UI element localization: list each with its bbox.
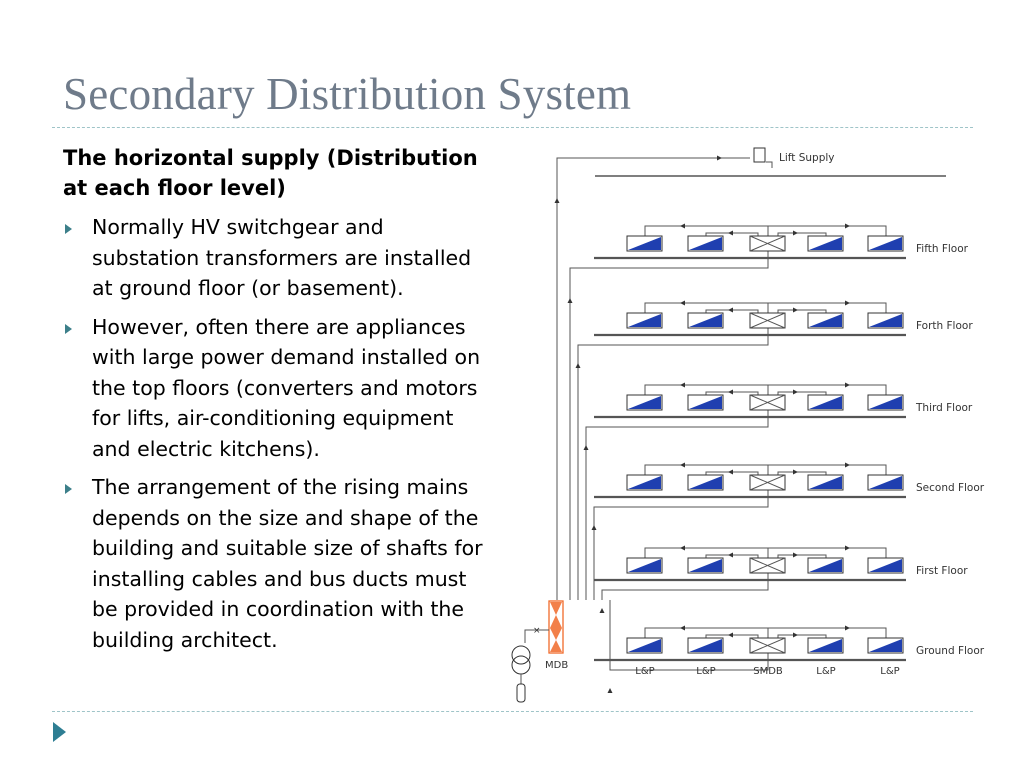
flow-arrow-icon: [717, 156, 722, 161]
flow-arrow-icon: [728, 553, 733, 558]
flow-arrow-icon: [608, 688, 613, 693]
flow-arrow-icon: [680, 301, 685, 306]
floor-riser: [594, 490, 768, 600]
right-branch: [768, 385, 886, 395]
hv-cable-icon: [517, 684, 525, 702]
flow-arrow-icon: [680, 463, 685, 468]
flow-arrow-icon: [568, 298, 573, 303]
panel-label: SMDB: [753, 666, 783, 677]
bullet-text: Normally HV switchgear and substation transformers are installed at ground floor (or basement).: [92, 215, 472, 300]
mdb-label: MDB: [545, 660, 569, 671]
right-branch: [768, 548, 886, 558]
transformer-icon: [512, 646, 530, 664]
flow-arrow-icon: [845, 383, 850, 388]
panel-label: L&P: [696, 666, 716, 677]
section-heading: The horizontal supply (Distribution at each floor level): [63, 146, 478, 200]
bullet-text: The arrangement of the rising mains depends on the size and shape of the building and suitable size of shafts for installing cables and bus ducts must be provided in coordination with the building architect.: [92, 475, 483, 652]
flow-arrow-icon: [584, 445, 589, 450]
floor-label: First Floor: [916, 565, 968, 577]
flow-arrow-icon: [728, 231, 733, 236]
floor-label: Second Floor: [916, 482, 985, 494]
flow-arrow-icon: [600, 608, 605, 613]
floor-label: Ground Floor: [916, 645, 985, 657]
floor-label: Third Floor: [916, 402, 973, 414]
panel-label: L&P: [635, 666, 655, 677]
lift-supply-label: Lift Supply: [779, 152, 835, 164]
right-branch: [768, 226, 886, 236]
flow-arrow-icon: [592, 525, 597, 530]
next-slide-icon[interactable]: [53, 722, 66, 742]
flow-arrow-icon: [576, 363, 581, 368]
flow-arrow-icon: [845, 301, 850, 306]
flow-arrow-icon: [680, 224, 685, 229]
right-branch: [768, 303, 886, 313]
flow-arrow-icon: [793, 633, 798, 638]
flow-arrow-icon: [728, 633, 733, 638]
floor-label: Forth Floor: [916, 320, 973, 332]
floor-riser: [578, 328, 768, 600]
flow-arrow-icon: [845, 224, 850, 229]
flow-arrow-icon: [793, 470, 798, 475]
panel-label: L&P: [880, 666, 900, 677]
flow-arrow-icon: [793, 231, 798, 236]
floor-riser: [586, 410, 768, 600]
floor-label: Fifth Floor: [916, 243, 968, 255]
lift-supply-box: [754, 148, 765, 162]
lift-supply-lead: [766, 162, 772, 168]
flow-arrow-icon: [680, 626, 685, 631]
flow-arrow-icon: [728, 470, 733, 475]
transformer-icon: [512, 656, 530, 674]
flow-arrow-icon: [680, 383, 685, 388]
right-branch: [768, 465, 886, 475]
flow-arrow-icon: [845, 626, 850, 631]
floor-riser: [602, 573, 768, 600]
bullet-text: However, often there are appliances with large power demand installed on the top floors (converters and motors for lifts, air-conditioning equipment and electric kitchens).: [92, 314, 481, 461]
flow-arrow-icon: [728, 308, 733, 313]
flow-arrow-icon: [793, 390, 798, 395]
flow-arrow-icon: [680, 546, 685, 551]
right-branch: [768, 628, 886, 638]
flow-arrow-icon: [793, 308, 798, 313]
slide-title: Secondary Distribution System: [63, 69, 632, 119]
flow-arrow-icon: [845, 546, 850, 551]
flow-arrow-icon: [793, 553, 798, 558]
breaker-symbol: ×: [533, 626, 541, 636]
flow-arrow-icon: [728, 390, 733, 395]
panel-label: L&P: [816, 666, 836, 677]
flow-arrow-icon: [555, 198, 560, 203]
flow-arrow-icon: [845, 463, 850, 468]
footer-divider: [52, 711, 973, 712]
